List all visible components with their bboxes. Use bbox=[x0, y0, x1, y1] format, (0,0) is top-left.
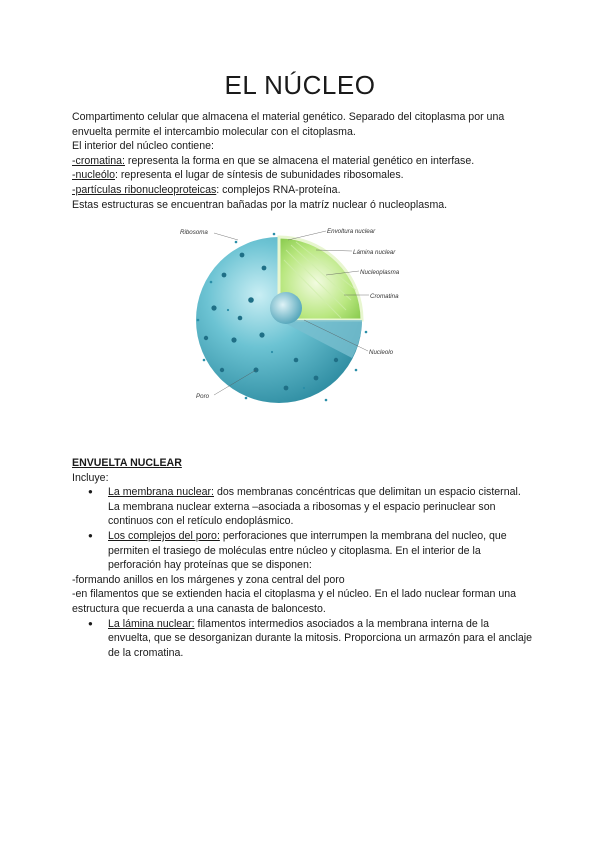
label-envelope: Envoltura nuclear bbox=[327, 228, 376, 235]
intro-contents-line: El interior del núcleo contiene: bbox=[72, 140, 214, 153]
term-nucleolus: -nucleólo bbox=[72, 169, 115, 182]
bullet-membrane: ● La membrana nuclear: dos membranas concéntricas que delimitan un espacio cisternal. La membrana nuclear externa –asociada a ribosomas y el espacio perinuclear son continuos con el retículo endoplásmico. bbox=[72, 485, 532, 529]
intro-paragraph: Compartimento celular que almacena el material genético. Separado del citoplasma por una envuelta permite el intercambio molecular con el citoplasma. bbox=[72, 111, 505, 138]
bullet-lamina: ● La lámina nuclear: filamentos intermedios asociados a la membrana interna de la envuelta, que se desorganizan durante la mitosis. Proporciona un armazón para el anclaje de la cromatina. bbox=[72, 617, 532, 661]
term-particles: -partículas ribonucleoproteicas bbox=[72, 183, 217, 196]
pore-filaments-line: -en filamentos que se extienden hacia el citoplasma y el núcleo. En el lado nuclear forman una estructura que recuerda a una canasta de baloncesto. bbox=[72, 588, 517, 615]
bullet-pore-complex: ● Los complejos del poro: perforaciones que interrumpen la membrana del nucleo, que permiten el trasiego de moléculas entre núcleo y citoplasma. En el interior de la perforación hay proteínas que se disponen: bbox=[72, 529, 532, 573]
includes-line: Incluye: bbox=[72, 471, 109, 484]
intro-closing-line: Estas estructuras se encuentran bañadas por la matríz nuclear ó nucleoplasma. bbox=[72, 198, 448, 211]
nucleus-illustration bbox=[176, 220, 426, 415]
section-heading: ENVUELTA NUCLEAR bbox=[72, 457, 182, 469]
label-pore: Poro bbox=[196, 393, 210, 400]
intro-text bbox=[72, 110, 532, 212]
bullet-list-a bbox=[72, 485, 532, 573]
pore-rings-line: -formando anillos en los márgenes y zona central del poro bbox=[72, 573, 345, 586]
intro-item-particles: -partículas ribonucleoproteicas: complejos RNA-proteína. bbox=[72, 183, 341, 196]
label-chromatin: Cromatina bbox=[370, 293, 399, 300]
nucleolus bbox=[270, 292, 302, 324]
term-lamina: La lámina nuclear: bbox=[108, 617, 195, 630]
term-chromatin: -cromatina: bbox=[72, 154, 125, 167]
bullet-list-b bbox=[72, 617, 532, 661]
term-pore-complex: Los complejos del poro: bbox=[108, 529, 220, 542]
label-ribosome: Ribosoma bbox=[180, 229, 208, 236]
nucleus-diagram bbox=[176, 220, 426, 415]
nuclear-envelope-section bbox=[72, 456, 532, 660]
intro-item-chromatin: -cromatina: representa la forma en que se almacena el material genético en interfase. bbox=[72, 154, 475, 167]
page-title: EL NÚCLEO bbox=[224, 70, 376, 100]
label-nucleoplasm: Nucleoplasma bbox=[360, 269, 400, 276]
term-membrane: La membrana nuclear: bbox=[108, 486, 214, 499]
label-lamina: Lámina nuclear bbox=[353, 249, 396, 256]
label-nucleolus: Nucleolo bbox=[369, 349, 394, 356]
intro-item-nucleolus: -nucleólo: representa el lugar de síntesis de subunidades ribosomales. bbox=[72, 169, 404, 182]
